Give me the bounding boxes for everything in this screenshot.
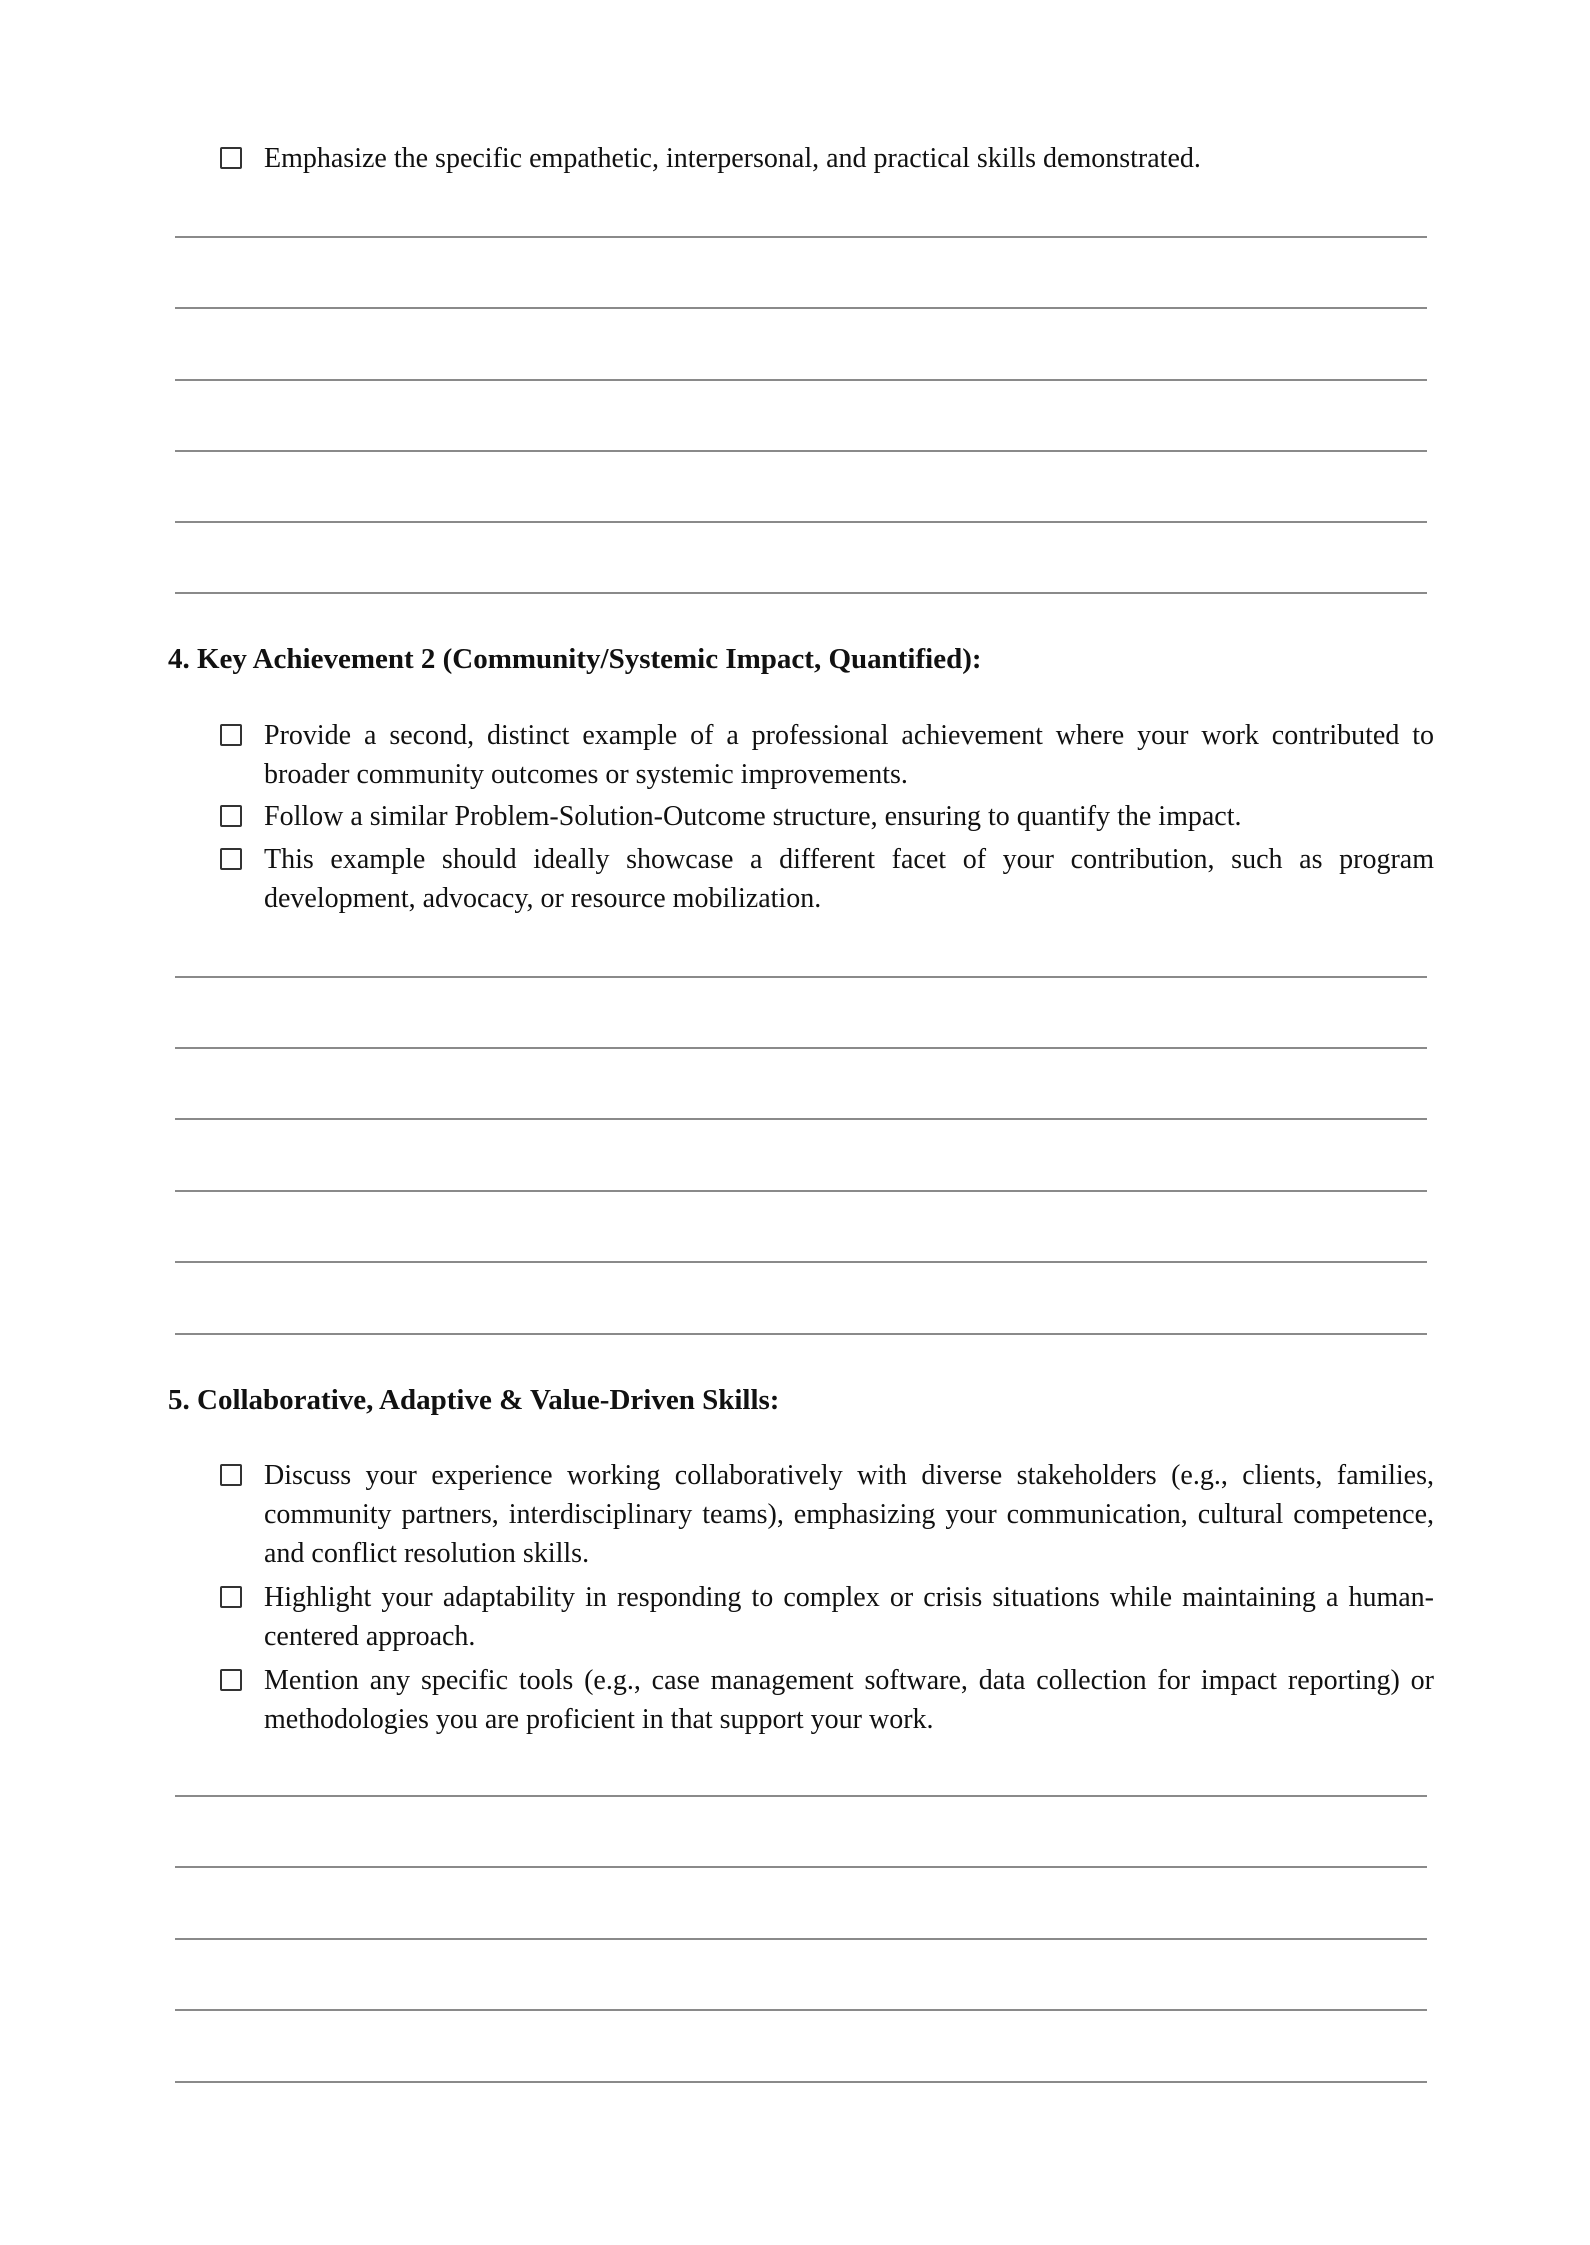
- section-heading: 5. Collaborative, Adaptive & Value-Driven Skills:: [168, 1384, 780, 1416]
- checklist-item-text: This example should ideally showcase a different facet of your contribution, such as program development, advocacy, or resource mobilization.: [264, 844, 1434, 914]
- checklist-item: [220, 139, 1434, 178]
- checklist-item-text: Emphasize the specific empathetic, interpersonal, and practical skills demonstrated.: [264, 143, 1201, 174]
- checkbox[interactable]: [220, 147, 242, 169]
- answer-line[interactable]: [175, 307, 1427, 309]
- checkbox[interactable]: [220, 1586, 242, 1608]
- answer-line[interactable]: [175, 379, 1427, 381]
- answer-line[interactable]: [175, 236, 1427, 238]
- answer-line[interactable]: [175, 1938, 1427, 1940]
- checklist-item-text: Discuss your experience working collaboratively with diverse stakeholders (e.g., clients, families, community partners, interdisciplinary teams), emphasizing your communication, cultural competence, and conflict resolution skills.: [264, 1460, 1434, 1569]
- checkbox[interactable]: [220, 848, 242, 870]
- answer-line[interactable]: [175, 592, 1427, 594]
- checklist-item: [220, 716, 1434, 794]
- checklist-item: [220, 797, 1434, 836]
- answer-line[interactable]: [175, 2009, 1427, 2011]
- checklist-item: [220, 1456, 1434, 1573]
- checklist-item: [220, 1578, 1434, 1656]
- answer-line[interactable]: [175, 450, 1427, 452]
- checklist-item: [220, 840, 1434, 918]
- checkbox[interactable]: [220, 805, 242, 827]
- answer-line[interactable]: [175, 1118, 1427, 1120]
- checklist-item-text: Mention any specific tools (e.g., case management software, data collection for impact reporting) or methodologies you are proficient in that support your work.: [264, 1665, 1434, 1735]
- checklist-item-text: Highlight your adaptability in responding to complex or crisis situations while maintaining a human-centered approach.: [264, 1582, 1434, 1652]
- answer-line[interactable]: [175, 2081, 1427, 2083]
- answer-line[interactable]: [175, 1866, 1427, 1868]
- answer-line[interactable]: [175, 1047, 1427, 1049]
- answer-line[interactable]: [175, 1261, 1427, 1263]
- checkbox[interactable]: [220, 1669, 242, 1691]
- answer-line[interactable]: [175, 1190, 1427, 1192]
- answer-line[interactable]: [175, 976, 1427, 978]
- checkbox[interactable]: [220, 724, 242, 746]
- answer-line[interactable]: [175, 1333, 1427, 1335]
- checkbox[interactable]: [220, 1464, 242, 1486]
- checklist-item-text: Follow a similar Problem-Solution-Outcome structure, ensuring to quantify the impact.: [264, 801, 1242, 832]
- section-heading: 4. Key Achievement 2 (Community/Systemic Impact, Quantified):: [168, 643, 982, 675]
- checklist-item-text: Provide a second, distinct example of a professional achievement where your work contributed to broader community outcomes or systemic improvements.: [264, 720, 1434, 790]
- checklist-item: [220, 1661, 1434, 1739]
- answer-line[interactable]: [175, 1795, 1427, 1797]
- answer-line[interactable]: [175, 521, 1427, 523]
